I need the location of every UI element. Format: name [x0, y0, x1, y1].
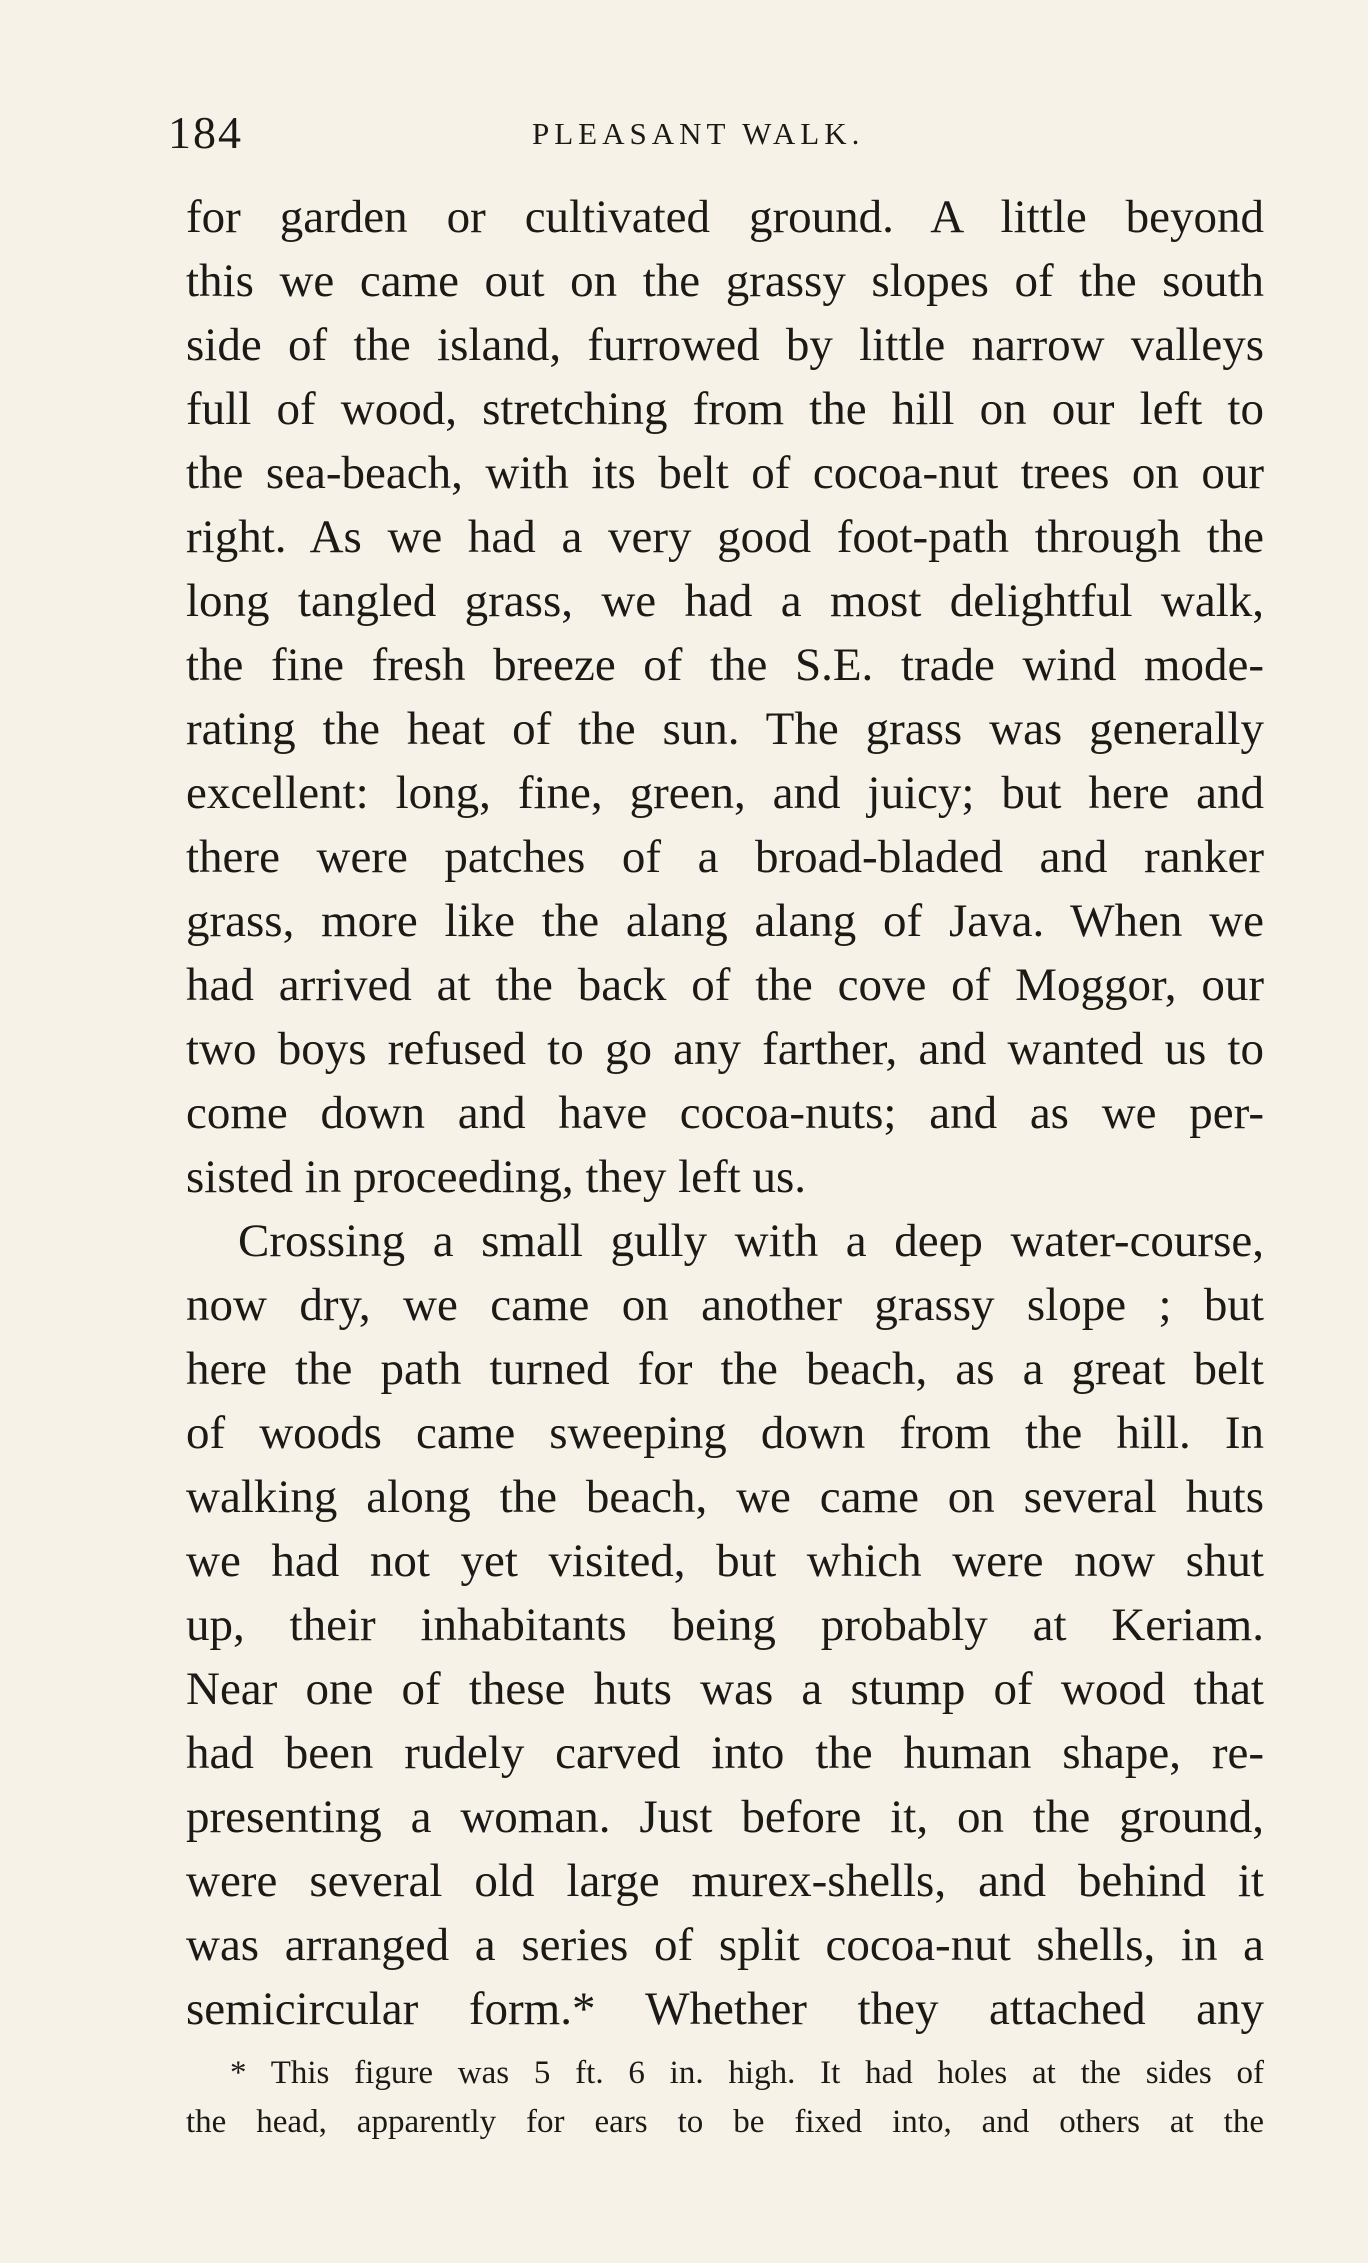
footnote-line: the head, apparently for ears to be fixed into, and others at the: [186, 2104, 1264, 2140]
text-line: Near one of these huts was a stump of wood that: [186, 1663, 1264, 1715]
running-title: PLEASANT WALK.: [532, 116, 865, 151]
body-text: [186, 185, 1264, 2041]
text-line: side of the island, furrowed by little narrow valleys: [186, 319, 1264, 371]
text-line: walking along the beach, we came on several huts: [186, 1471, 1264, 1523]
text-line: up, their inhabitants being probably at Keriam.: [186, 1599, 1264, 1651]
text-line: had arrived at the back of the cove of Moggor, our: [186, 959, 1264, 1011]
text-line: excellent: long, fine, green, and juicy; but here and: [186, 767, 1264, 819]
text-line: for garden or cultivated ground. A little beyond: [186, 191, 1264, 243]
text-line: there were patches of a broad-bladed and ranker: [186, 831, 1264, 883]
footnote: [186, 2049, 1264, 2147]
text-line: were several old large murex-shells, and behind it: [186, 1855, 1264, 1907]
text-line: the fine fresh breeze of the S.E. trade wind mode-: [186, 639, 1264, 691]
text-line: two boys refused to go any farther, and wanted us to: [186, 1023, 1264, 1075]
text-line: was arranged a series of split cocoa-nut shells, in a: [186, 1919, 1264, 1971]
text-line: presenting a woman. Just before it, on the ground,: [186, 1791, 1264, 1843]
text-line: we had not yet visited, but which were now shut: [186, 1535, 1264, 1587]
text-line: the sea-beach, with its belt of cocoa-nut trees on our: [186, 447, 1264, 499]
text-line: rating the heat of the sun. The grass was generally: [186, 703, 1264, 755]
text-line: right. As we had a very good foot-path through the: [186, 511, 1264, 563]
text-line: Crossing a small gully with a deep water-course,: [238, 1215, 1264, 1267]
text-line: grass, more like the alang alang of Java. When we: [186, 895, 1264, 947]
text-line: now dry, we came on another grassy slope ; but: [186, 1279, 1264, 1331]
footnote-line: * This figure was 5 ft. 6 in. high. It had holes at the sides of: [230, 2055, 1264, 2091]
text-line: long tangled grass, we had a most delightful walk,: [186, 575, 1264, 627]
text-line: semicircular form.* Whether they attached any: [186, 1983, 1264, 2035]
text-line: here the path turned for the beach, as a great belt: [186, 1343, 1264, 1395]
text-line: sisted in proceeding, they left us.: [186, 1151, 806, 1203]
running-head: [168, 106, 1268, 166]
text-line: this we came out on the grassy slopes of the south: [186, 255, 1264, 307]
page-number: 184: [168, 107, 243, 158]
text-line: of woods came sweeping down from the hill. In: [186, 1407, 1264, 1459]
text-line: had been rudely carved into the human shape, re-: [186, 1727, 1264, 1779]
text-line: come down and have cocoa-nuts; and as we per-: [186, 1087, 1264, 1139]
text-line: full of wood, stretching from the hill on our left to: [186, 383, 1264, 435]
